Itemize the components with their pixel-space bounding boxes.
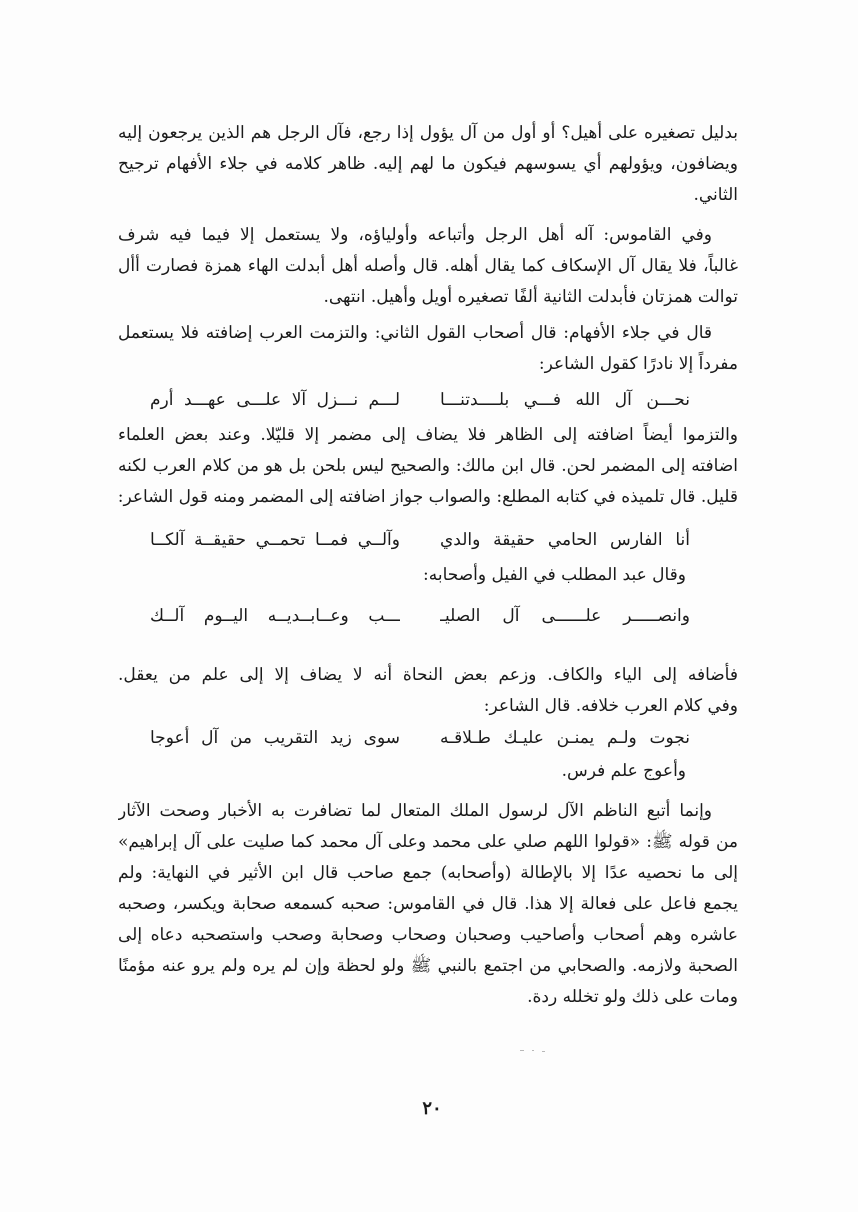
- text-line: غالباً، فلا يقال آل الإسكاف كما يقال أهله. قال وأصله أهل أبدلت الهاء همزة فصارت أأل: [118, 256, 738, 276]
- paragraph-1: [118, 118, 738, 211]
- paragraph-2: [118, 220, 738, 313]
- text-line: بدليل تصغيره على أهيل؟ أو أول من آل يؤول إذا رجع، فآل الرجل هم الذين يرجعون إليه: [118, 123, 738, 143]
- text-line: وأعوج علم فرس.: [561, 761, 686, 781]
- text-line: الصحبة ولازمه. والصحابي من اجتمع بالنبي ﷺ ولو لحظة وإن لم يره ولم يرو عنه مؤمنًا: [118, 956, 738, 976]
- text-line: الثاني.: [693, 185, 738, 205]
- text-line: وإنما أتبع الناظم الآل لرسول الملك المتعال لما تضافرت به الأخبار وصحت الآثار: [118, 801, 712, 821]
- poetry-verse: [150, 384, 690, 416]
- text-line: اضافته إلى المضمر لحن. قال ابن مالك: والصحيح ليس بلحن بل هو من كلام العرب لكنه: [118, 456, 738, 476]
- text-line: توالت همزتان فأبدلت الثانية ألفًا تصغيره أويل وأهيل. انتهى.: [323, 287, 738, 307]
- text-line: والتزموا أيضاً اضافته إلى الظاهر فلا يضاف إلى مضمر إلا قليّلا. وعند بعض العلماء: [118, 425, 738, 445]
- poetry-verse: [150, 524, 690, 556]
- verse-second-hemistich: سوى زيد التقريب من آل أعوجا: [150, 728, 400, 748]
- page-number: ٢٠: [422, 1098, 442, 1119]
- verse-second-hemistich: ـــب وعــابــديــه اليــوم آلــك: [150, 606, 400, 626]
- paragraph-5: [118, 560, 738, 591]
- text-line: ومات على ذلك ولو تخلله ردة.: [527, 987, 738, 1007]
- text-line: عاشره وهم أصحاب وأصاحيب وصحبان وصحاب وصحابة وصحب واستصحبه دعاه إلى: [118, 925, 738, 945]
- paragraph-7: [118, 756, 738, 787]
- text-line: وفي كلام العرب خلافه. قال الشاعر:: [483, 696, 738, 716]
- text-line: مفرداً إلا نادرًا كقول الشاعر:: [538, 354, 738, 374]
- poetry-verse: [150, 722, 690, 754]
- paragraph-3: [118, 318, 738, 380]
- text-line: قال في جلاء الأفهام: قال أصحاب القول الثاني: والتزمت العرب إضافته فلا يستعمل: [118, 323, 712, 343]
- verse-first-hemistich: نحـــن آل الله فـــي بلــــدتنـــا: [440, 390, 690, 410]
- verse-second-hemistich: وآلــي فمــا تحمــي حقيقــة آلكــا: [150, 530, 400, 550]
- scan-speck: [520, 1050, 524, 1051]
- text-line: وفي القاموس: آله أهل الرجل وأتباعه وأولياؤه، ولا يستعمل إلا فيما فيه شرف: [118, 225, 712, 245]
- verse-first-hemistich: أنا الفارس الحامي حقيقة والدي: [440, 530, 690, 550]
- text-line: إلى ما نحصيه عدًا إلا بالإطالة (وأصحابه) جمع صاحب قال ابن الأثير في النهاية: ولم: [118, 863, 738, 883]
- paragraph-4: [118, 420, 738, 513]
- text-line: يجمع فاعل على فعالة إلا هذا. قال في القاموس: صحبه كسمعه صحابة ويكسر، وصحبه: [118, 894, 738, 914]
- text-line: من قوله ﷺ: «قولوا اللهم صلي على محمد وعلى آل محمد كما صليت على آل إبراهيم»: [118, 832, 738, 852]
- paragraph-6: [118, 660, 738, 722]
- verse-second-hemistich: لـــم نـــزل آلا علـــى عهـــد أرم: [150, 390, 400, 410]
- text-line: ويضافون، ويؤولهم أي يسوسهم فيكون ما لهم إليه. ظاهر كلامه في جلاء الأفهام ترجيح: [118, 154, 738, 174]
- paragraph-8: [118, 796, 738, 1013]
- text-line: وقال عبد المطلب في الفيل وأصحابه:: [423, 565, 686, 585]
- text-line: قليل. قال تلميذه في كتابه المطلع: والصواب جواز اضافته إلى المضمر ومنه قول الشاعر:: [118, 487, 738, 507]
- text-line: فأضافه إلى الياء والكاف. وزعم بعض النحاة أنه لا يضاف إلا إلى علم من يعقل.: [118, 665, 738, 685]
- scan-speck: [542, 1051, 545, 1052]
- verse-first-hemistich: نجوت ولـم يمنـن عليـك طـلاقـه: [440, 728, 690, 748]
- verse-first-hemistich: وانصـــــر علــــــى آل الصليـ: [440, 606, 690, 626]
- scan-speck: [532, 1050, 534, 1051]
- poetry-verse: [150, 600, 690, 632]
